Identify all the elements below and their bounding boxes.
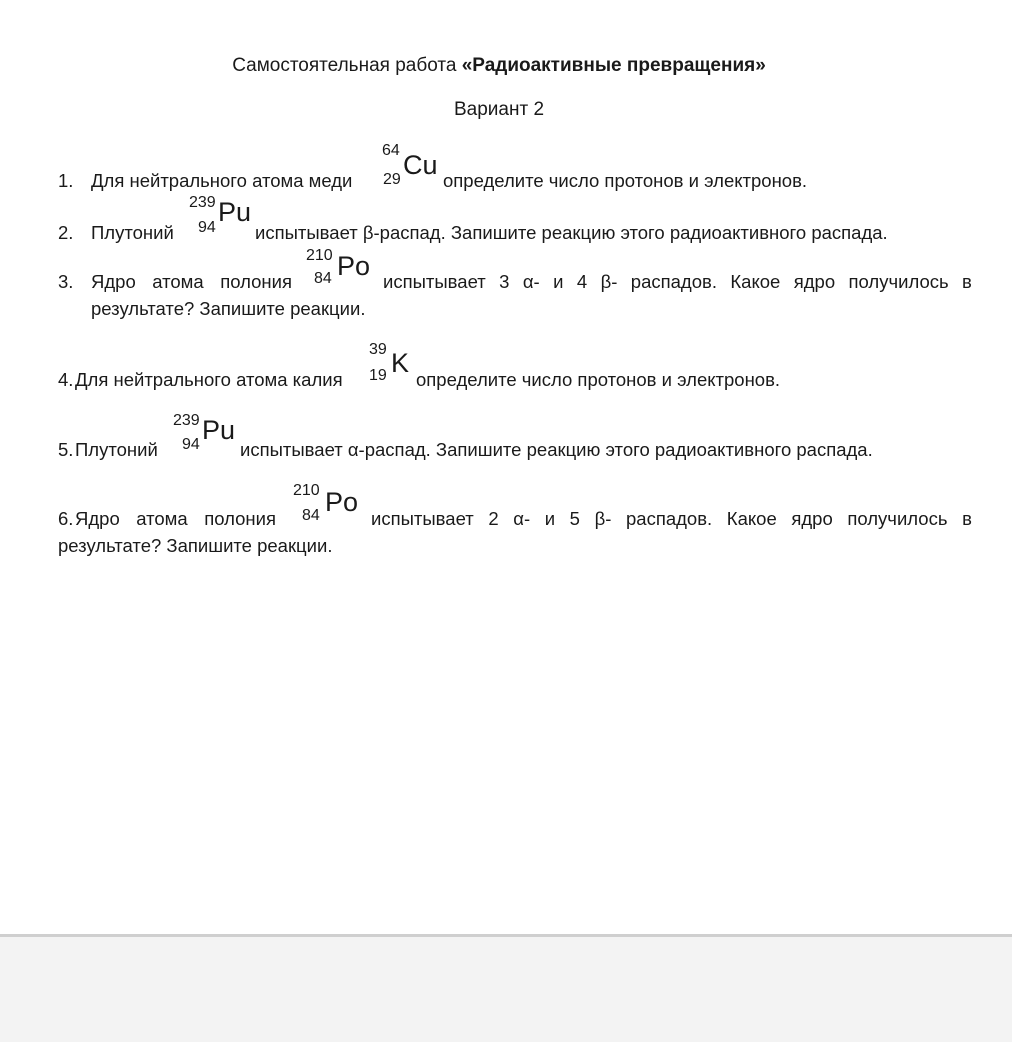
task-text: испытывает α-распад. Запишите реакцию этого радиоактивного распада.: [240, 439, 873, 460]
word: 2: [488, 508, 499, 529]
isotope-symbol: Pu: [202, 415, 236, 445]
isotope-symbol: K: [391, 348, 410, 378]
word: испытывает: [383, 271, 486, 292]
isotope-symbol: Po: [325, 487, 359, 517]
isotope-atomic-number: 84: [314, 270, 332, 287]
isotope-atomic-number: 29: [383, 171, 401, 188]
word: 3: [499, 271, 510, 292]
task-text: Для нейтрального атома меди: [91, 170, 353, 191]
word: 4: [576, 271, 588, 292]
word: атома: [136, 508, 188, 529]
isotope-mass: 39: [369, 341, 387, 358]
task-1: [58, 142, 972, 192]
isotope-mass: 64: [382, 142, 400, 159]
word: Ядро: [91, 271, 136, 292]
task-3: [58, 247, 972, 321]
word: испытывает: [371, 508, 474, 529]
task-text: [371, 508, 972, 530]
word: атома: [152, 271, 204, 292]
isotope-atomic-number: 19: [369, 367, 387, 384]
task-number: 4.: [58, 369, 74, 390]
isotope-atomic-number: 84: [302, 507, 320, 524]
task-text: Для нейтрального атома калия: [75, 369, 343, 390]
word: и: [553, 271, 564, 292]
word: получилось: [847, 508, 948, 529]
title-plain: Самостоятельная работа: [232, 55, 462, 76]
task-text: испытывает β-распад. Запишите реакцию этого радиоактивного распада.: [255, 222, 888, 243]
task-text-continuation: результате? Запишите реакции.: [91, 298, 366, 319]
task-text: Плутоний: [91, 222, 174, 243]
word: и: [544, 508, 556, 529]
isotope-symbol: Cu: [403, 150, 438, 180]
isotope-mass: 239: [189, 194, 216, 211]
task-number: 1.: [58, 170, 74, 191]
word: ядро: [793, 271, 836, 292]
task-number: 2.: [58, 222, 74, 243]
isotope-atomic-number: 94: [198, 219, 216, 236]
isotope-atomic-number: 94: [182, 436, 200, 453]
word: ядро: [791, 508, 833, 529]
word: β-: [594, 508, 612, 529]
viewer-background: [0, 937, 1012, 1042]
isotope-mass: 239: [173, 412, 200, 429]
isotope-symbol: Pu: [218, 197, 252, 227]
task-5: [58, 412, 972, 461]
task-number: 5.: [58, 439, 74, 460]
isotope-mass: 210: [306, 247, 333, 264]
word: α-: [513, 508, 531, 529]
variant-label: Вариант 2: [453, 99, 545, 120]
task-text: Плутоний: [75, 439, 158, 460]
task-text: определите число протонов и электронов.: [443, 170, 808, 191]
isotope-symbol: Po: [337, 251, 371, 281]
word: 5: [569, 508, 580, 529]
task-4: [58, 341, 972, 391]
task-text: [91, 271, 292, 293]
task-text-continuation: результате? Запишите реакции.: [58, 535, 333, 556]
task-text: определите число протонов и электронов.: [416, 369, 781, 390]
task-number: 3.: [58, 271, 74, 292]
word: распадов.: [630, 271, 717, 292]
word: Ядро: [75, 508, 120, 529]
word: полония: [220, 271, 292, 292]
word: в: [962, 508, 972, 529]
word: Какое: [730, 271, 781, 292]
word: в: [962, 271, 972, 292]
word: получилось: [848, 271, 949, 292]
task-6: [58, 482, 972, 558]
word: Какое: [726, 508, 777, 529]
title-bold: «Радиоактивные превращения»: [461, 55, 766, 76]
task-text: [383, 271, 972, 293]
word: β-: [600, 271, 618, 292]
word: α-: [522, 271, 540, 292]
word: полония: [204, 508, 276, 529]
task-text: [75, 508, 276, 530]
task-2: [58, 194, 972, 244]
word: распадов.: [626, 508, 713, 529]
document-title: [0, 55, 998, 77]
task-number: 6.: [58, 508, 74, 529]
isotope-mass: 210: [293, 482, 320, 499]
